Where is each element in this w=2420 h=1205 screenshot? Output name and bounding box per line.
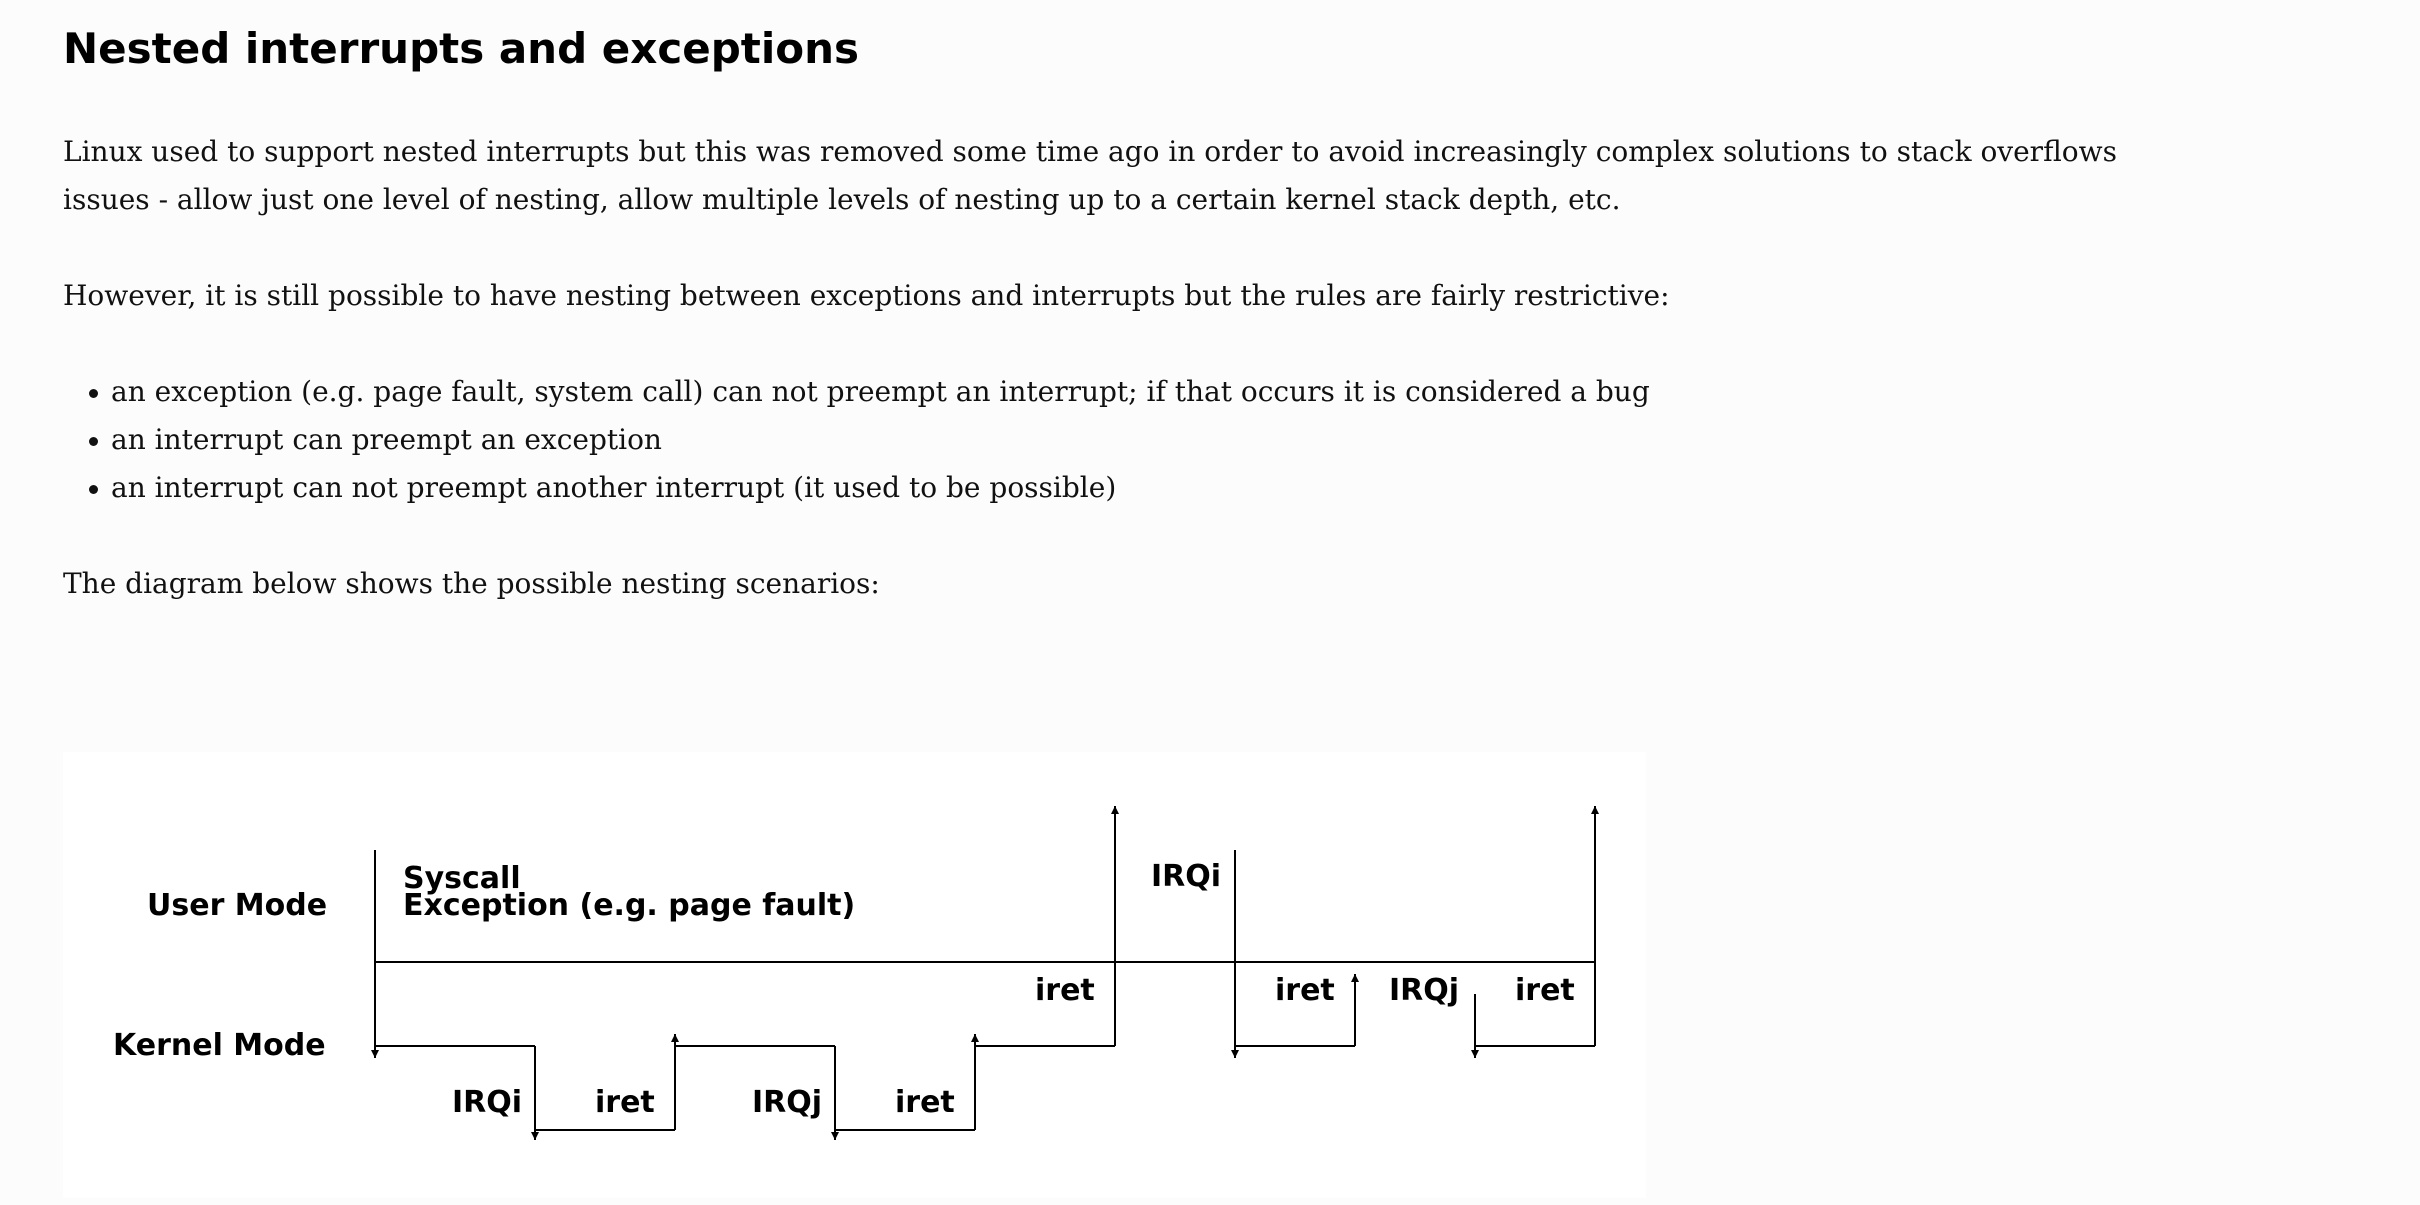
diagram-intro-paragraph: The diagram below shows the possible nesting scenarios:: [63, 567, 880, 600]
rules-intro-paragraph: However, it is still possible to have nesting between exceptions and interrupts but the rules are fairly restrictive:: [63, 279, 1670, 312]
intro-paragraph: [63, 128, 2117, 224]
irqj-label: IRQj: [1389, 973, 1460, 1008]
kernel-mode-label: Kernel Mode: [113, 1028, 326, 1063]
exception-label: Exception (e.g. page fault): [403, 888, 856, 923]
syscall-label: Syscall: [403, 861, 521, 896]
list-item: an interrupt can preempt an exception: [63, 416, 1650, 464]
irqj-label: IRQj: [752, 1085, 823, 1120]
iret-label: iret: [595, 1085, 655, 1120]
list-item: an exception (e.g. page fault, system call) can not preempt an interrupt; if that occurs it is considered a bug: [63, 368, 1650, 416]
list-item: an interrupt can not preempt another interrupt (it used to be possible): [63, 464, 1650, 512]
irqi-label: IRQi: [1151, 859, 1222, 894]
intro-paragraph-line-1: Linux used to support nested interrupts but this was removed some time ago in order to avoid increasingly complex solutions to stack overflows: [63, 135, 2117, 168]
iret-label: iret: [1275, 973, 1335, 1008]
user-mode-label: User Mode: [147, 888, 328, 923]
iret-label: iret: [895, 1085, 955, 1120]
nesting-diagram: [63, 752, 1646, 1198]
iret-label: iret: [1515, 973, 1575, 1008]
nesting-diagram-svg: [63, 752, 1646, 1198]
irqi-label: IRQi: [452, 1085, 523, 1120]
page-title: Nested interrupts and exceptions: [63, 24, 860, 73]
rules-list: [63, 368, 1650, 512]
intro-paragraph-line-2: issues - allow just one level of nesting, allow multiple levels of nesting up to a certain kernel stack depth, etc.: [63, 183, 1621, 216]
iret-label: iret: [1035, 973, 1095, 1008]
timeline-interrupt-path: [1235, 806, 1595, 1058]
